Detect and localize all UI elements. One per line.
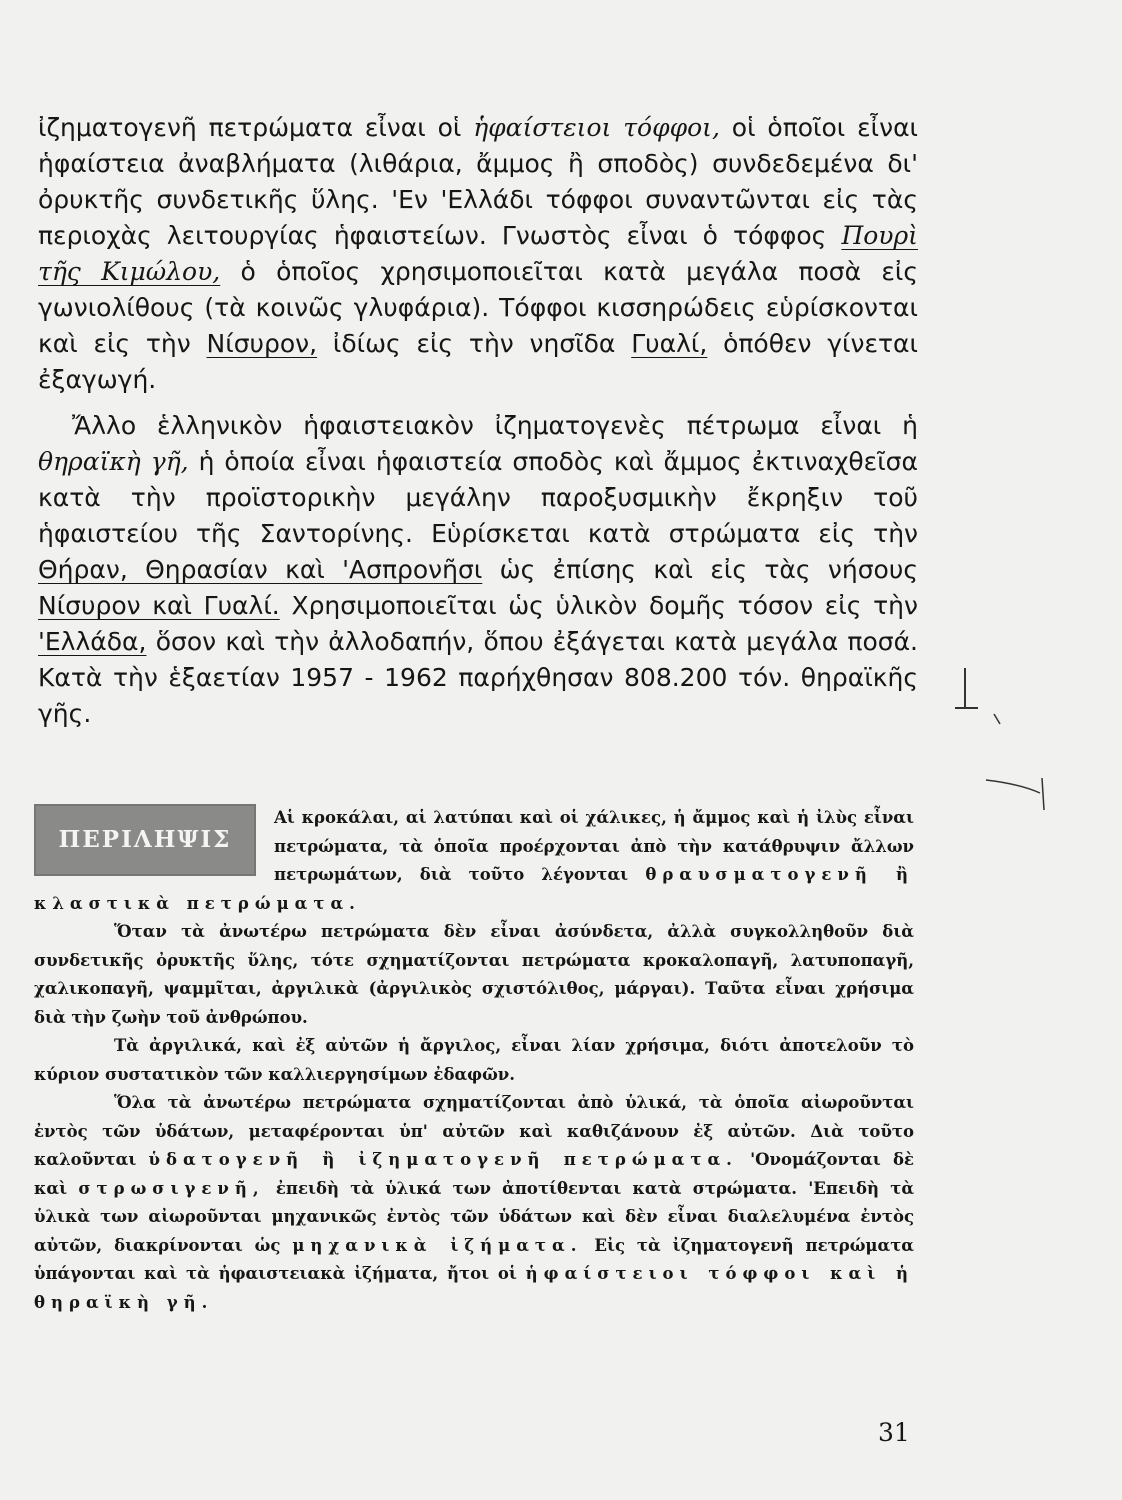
spaced-term: ὑδατογενῆ ἢ ἰζηματογενῆ πετρώματα.	[148, 1150, 738, 1169]
text: ἐπειδὴ τὰ ὑλικά των ἀποτίθενται κατὰ στρώματα. 'Επειδὴ τὰ ὑλικὰ των αἰωροῦνται μηχανικῶς ἐντὸς τῶν ὑδάτων καὶ δὲν εἶναι διαλελυμένα ἐντὸς αὐτῶν, διακρίνονται ὡς	[34, 1178, 915, 1255]
text: 'Ονομάζονται δὲ καὶ	[34, 1150, 914, 1198]
pencil-mark	[940, 650, 1060, 810]
text: Ἄλλο ἑλληνικὸν ἡφαιστειακὸν ἰζηματογενὲς πέτρωμα εἶναι ἡ	[72, 411, 918, 440]
underlined-place: Γυαλί,	[631, 329, 708, 358]
summary-paragraph	[34, 1089, 914, 1317]
text: ὁπόθεν γίνεται ἐξαγωγή.	[38, 329, 918, 394]
text: ἡ ὁποία εἶναι ἡφαιστεία σποδὸς καὶ ἄμμος ἐκτιναχθεῖσα κατὰ τὴν προϊστορικὴν μεγάλην παροξυσμικὴν ἔκρηξιν τοῦ ἡφαιστείου τῆς Σαντορίνης. Εὑρίσκεται κατὰ στρώματα εἰς τὴν	[38, 447, 918, 548]
underlined-place: Νίσυρον,	[206, 329, 318, 358]
text: ὅσον καὶ τὴν ἀλλοδαπήν, ὅπου ἐξάγεται κατὰ μεγάλα ποσά. Κατὰ τὴν ἑξαετίαν 1957 - 1962 παρήχθησαν 808.200 τόν. θηραϊκῆς γῆς.	[38, 627, 919, 728]
underlined-place: Θήραν, Θηρασίαν καὶ 'Ασπρονῆσι	[38, 555, 483, 584]
spaced-term: θραυσματογενῆ ἢ κλαστικὰ πετρώματα.	[34, 865, 914, 913]
underlined-place: Νίσυρον καὶ Γυαλί.	[38, 591, 280, 620]
text: ὁ ὁποῖος χρησιμοποιεῖται κατὰ μεγάλα ποσὰ εἰς γωνιολίθους (τὰ κοινῶς γλυφάρια). Τόφφοι κισσηρώδεις εὑρίσκονται καὶ εἰς τὴν	[38, 257, 918, 358]
main-text	[38, 110, 918, 732]
text: ἰζηματογενῆ πετρώματα εἶναι οἱ	[38, 113, 462, 142]
summary-paragraph: Τὰ ἀργιλικά, καὶ ἐξ αὐτῶν ἡ ἄργιλος, εἶναι λίαν χρήσιμα, διότι ἀποτελοῦν τὸ κύριον συστατικὸν τῶν καλλιεργησίμων ἐδαφῶν.	[34, 1036, 914, 1084]
text: Ὅλα τὰ ἀνωτέρω πετρώματα σχηματίζονται ἀπὸ ὑλικά, τὰ ὁποῖα αἰωροῦνται ἐντὸς τῶν ὑδάτων, μεταφέρονται ὑπ' αὐτῶν καὶ καθιζάνουν ἐξ αὐτῶν. Διὰ τοῦτο καλοῦνται	[34, 1093, 914, 1169]
italic-term: ἡφαίστειοι τόφφοι,	[473, 113, 720, 142]
text: Εἰς τὰ ἰζηματογενῆ πετρώματα ὑπάγονται καὶ τὰ ἡφαιστειακὰ ἰζήματα, ἤτοι οἱ	[34, 1235, 915, 1283]
paragraph-tuffs	[38, 110, 918, 398]
italic-term: Πουρὶ τῆς Κιμώλου,	[38, 221, 918, 286]
text: οἱ ὁποῖοι εἶναι ἡφαίστεια ἀναβλήματα (λιθάρια, ἄμμος ἢ σποδὸς) συνδεδεμένα δι' ὀρυκτῆς συνδετικῆς ὕλης. 'Εν 'Ελλάδι τόφφοι συναντῶνται εἰς τὰς περιοχὰς λειτουργίας ἡφαιστείων. Γνωστὸς εἶναι ὁ τόφφος	[38, 113, 919, 250]
summary-badge: ΠΕΡΙΛΗΨΙΣ	[34, 804, 256, 876]
summary-paragraph: Ὅταν τὰ ἀνωτέρω πετρώματα δὲν εἶναι ἀσύνδετα, ἀλλὰ συγκολληθοῦν διὰ συνδετικῆς ὀρυκτῆς ὕλης, τότε σχηματίζονται πετρώματα κροκαλοπαγῆ, λατυποπαγῆ, χαλικοπαγῆ, ψαμμῖται, ἀργιλικὰ (ἀργιλικὸς σχιστόλιθος, μάργαι). Ταῦτα εἶναι χρήσιμα διὰ τὴν ζωὴν τοῦ ἀνθρώπου.	[34, 922, 914, 1027]
spaced-term: ἡφαίστειοι τόφφοι καὶ ἡ θηραϊκὴ γῆ.	[34, 1264, 914, 1312]
text: ἰδίως εἰς τὴν νησῖδα	[332, 329, 616, 358]
underlined-place: 'Ελλάδα,	[38, 627, 147, 656]
text: Χρησιμοποιεῖται ὡς ὑλικὸν δομῆς τόσον εἰς τὴν	[291, 591, 918, 620]
spaced-term: στρωσιγενῆ,	[78, 1178, 265, 1198]
italic-term: θηραϊκὴ γῆ,	[38, 447, 189, 476]
summary-section	[34, 804, 914, 1317]
spaced-term: μηχανικὰ ἰζήματα.	[292, 1235, 583, 1255]
page-number: 31	[878, 1418, 910, 1447]
text: ὡς ἐπίσης καὶ εἰς τὰς νήσους	[499, 555, 918, 584]
text: Αἱ κροκάλαι, αἱ λατύπαι καὶ οἱ χάλικες, ἡ ἄμμος καὶ ἡ ἰλὺς εἶναι πετρώματα, τὰ ὁποῖα προέρχονται ἀπὸ τὴν κατάθρυψιν ἄλλων πετρωμάτων, διὰ τοῦτο λέγονται	[274, 808, 914, 884]
paragraph-thera-earth	[38, 408, 918, 732]
